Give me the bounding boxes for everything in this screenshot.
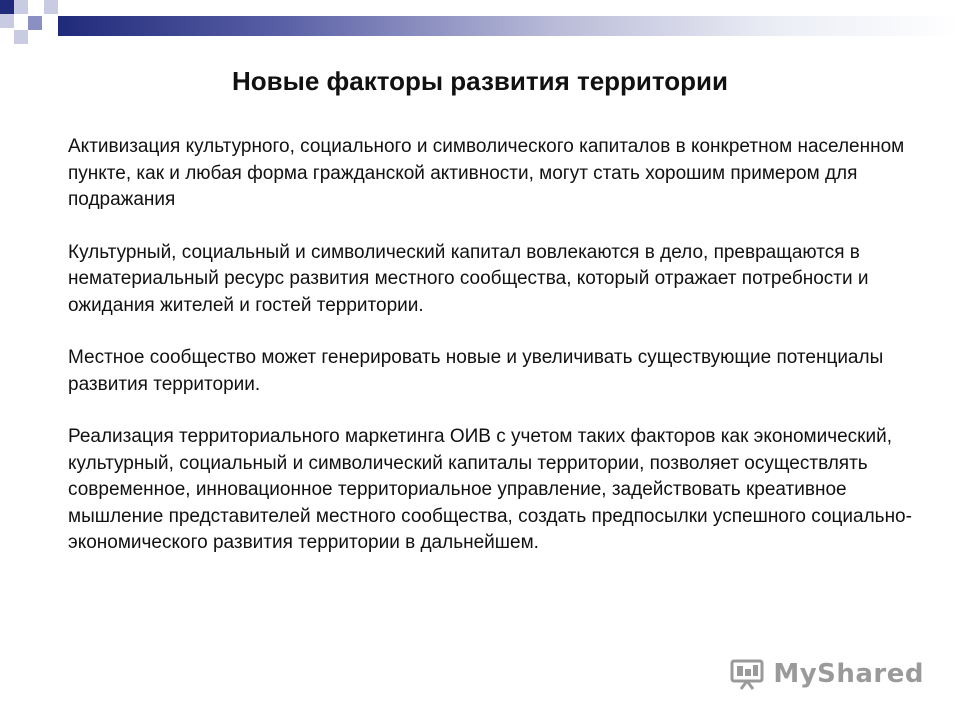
- paragraph: Активизация культурного, социального и символического капиталов в конкретном населенном пункте, как и любая форма гражданской активности, могут стать хорошим примером для подражания: [68, 136, 905, 210]
- decorative-square: [0, 0, 14, 14]
- slide-title: Новые факторы развития территории: [231, 66, 729, 96]
- myshared-watermark: [729, 656, 924, 692]
- decorative-square: [0, 14, 14, 28]
- paragraph: Реализация территориального маркетинга ОИВ с учетом таких факторов как экономический, культурный, социальный и символический капиталы территории, позволяет осуществлять современное, инновационное территориальное управление, задействовать креативное мышление представителей местного сообщества, создать предпосылки успешного социально-экономического развития территории в дальнейшем.: [68, 426, 912, 553]
- decorative-square: [44, 0, 58, 14]
- slide-body: [68, 134, 918, 583]
- decorative-square: [14, 0, 28, 14]
- decorative-square: [28, 16, 42, 30]
- watermark-text: MyShared: [773, 659, 924, 689]
- paragraph: Культурный, социальный и символический капитал вовлекаются в дело, превращаются в нематериальный ресурс развития местного сообщества, который отражает потребности и ожидания жителей и гостей территории.: [68, 241, 869, 316]
- decorative-header: [0, 0, 960, 60]
- paragraph: Местное сообщество может генерировать новые и увеличивать существующие потенциалы развития территории.: [68, 347, 884, 395]
- decorative-square: [14, 30, 28, 44]
- presentation-board-icon: [729, 656, 765, 692]
- header-gradient-bar: [58, 16, 960, 36]
